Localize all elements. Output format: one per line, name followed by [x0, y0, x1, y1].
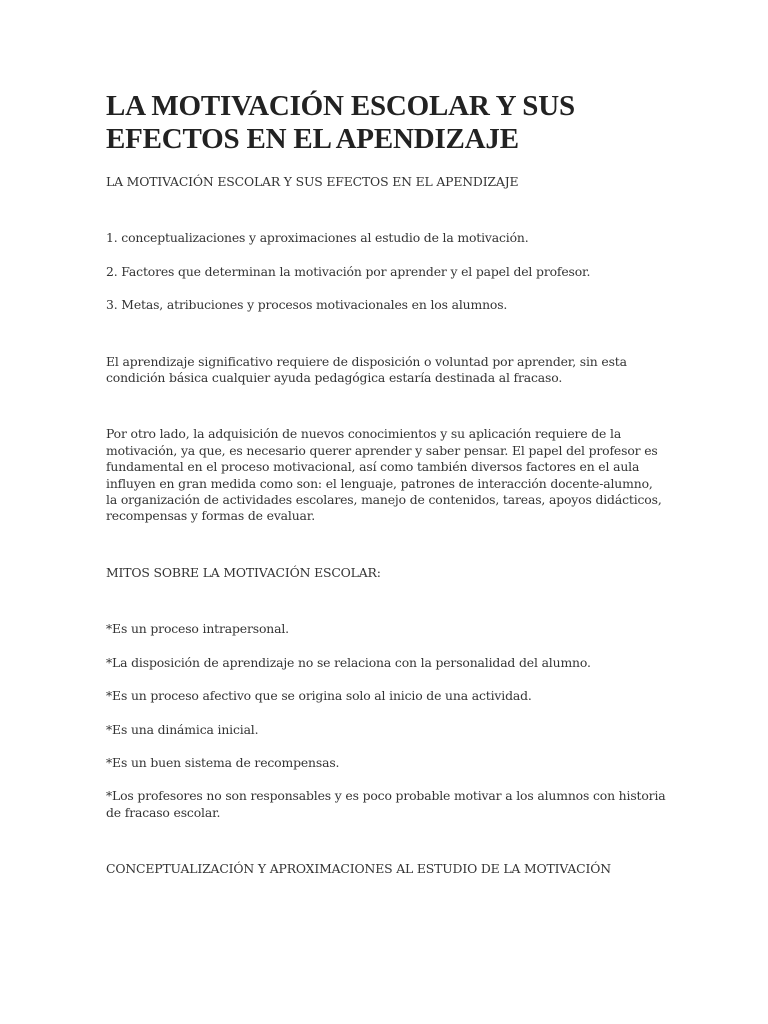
- index-item-2: 2. Factores que determinan la motivación por aprender y el papel del profesor.: [106, 263, 591, 279]
- myth-item-6: *Los profesores no son responsables y es poco probable motivar a los alumnos con historia de fracaso escolar.: [106, 788, 666, 820]
- spacer: [106, 247, 666, 264]
- spacer: [106, 525, 666, 565]
- document-subtitle: LA MOTIVACIÓN ESCOLAR Y SUS EFECTOS EN EL APENDIZAJE: [106, 174, 519, 189]
- spacer: [106, 738, 666, 755]
- spacer: [106, 280, 666, 297]
- myths-heading: MITOS SOBRE LA MOTIVACIÓN ESCOLAR:: [106, 564, 381, 580]
- spacer: [106, 190, 666, 230]
- spacer: [106, 671, 666, 688]
- spacer: [106, 314, 666, 354]
- myth-item-3: *Es un proceso afectivo que se origina solo al inicio de una actividad.: [106, 688, 532, 704]
- paragraph-1: El aprendizaje significativo requiere de disposición o voluntad por aprender, sin esta condición básica cualquier ayuda pedagógica estaría destinada al fracaso.: [106, 353, 627, 386]
- document-page: [106, 90, 666, 878]
- document-title: LA MOTIVACIÓN ESCOLAR Y SUS EFECTOS EN EL APENDIZAJE: [106, 90, 575, 155]
- spacer: [106, 581, 666, 621]
- myth-item-2: *La disposición de aprendizaje no se relaciona con la personalidad del alumno.: [106, 654, 591, 670]
- spacer: [106, 821, 666, 861]
- myth-item-5: *Es un buen sistema de recompensas.: [106, 754, 340, 770]
- myth-item-1: *Es un proceso intrapersonal.: [106, 621, 289, 637]
- spacer: [106, 705, 666, 722]
- index-item-3: 3. Metas, atribuciones y procesos motivacionales en los alumnos.: [106, 297, 508, 313]
- spacer: [106, 386, 666, 426]
- myth-item-4: *Es una dinámica inicial.: [106, 721, 259, 737]
- spacer: [106, 771, 666, 788]
- paragraph-2: Por otro lado, la adquisición de nuevos conocimientos y su aplicación requiere de la motivación, ya que, es necesario querer aprender y saber pensar. El papel del profesor es fundamental en el proceso motivacional, así como también diversos factores en el aula influyen en gran medida como son: el lenguaje, patrones de interacción docente-alumno, la organización de actividades escolares, manejo de contenidos, tareas, apoyos didácticos, recompensas y formas de evaluar.: [106, 426, 662, 524]
- spacer: [106, 638, 666, 655]
- section-heading: CONCEPTUALIZACIÓN Y APROXIMACIONES AL ESTUDIO DE LA MOTIVACIÓN: [106, 861, 611, 877]
- index-item-1: 1. conceptualizaciones y aproximaciones al estudio de la motivación.: [106, 230, 529, 246]
